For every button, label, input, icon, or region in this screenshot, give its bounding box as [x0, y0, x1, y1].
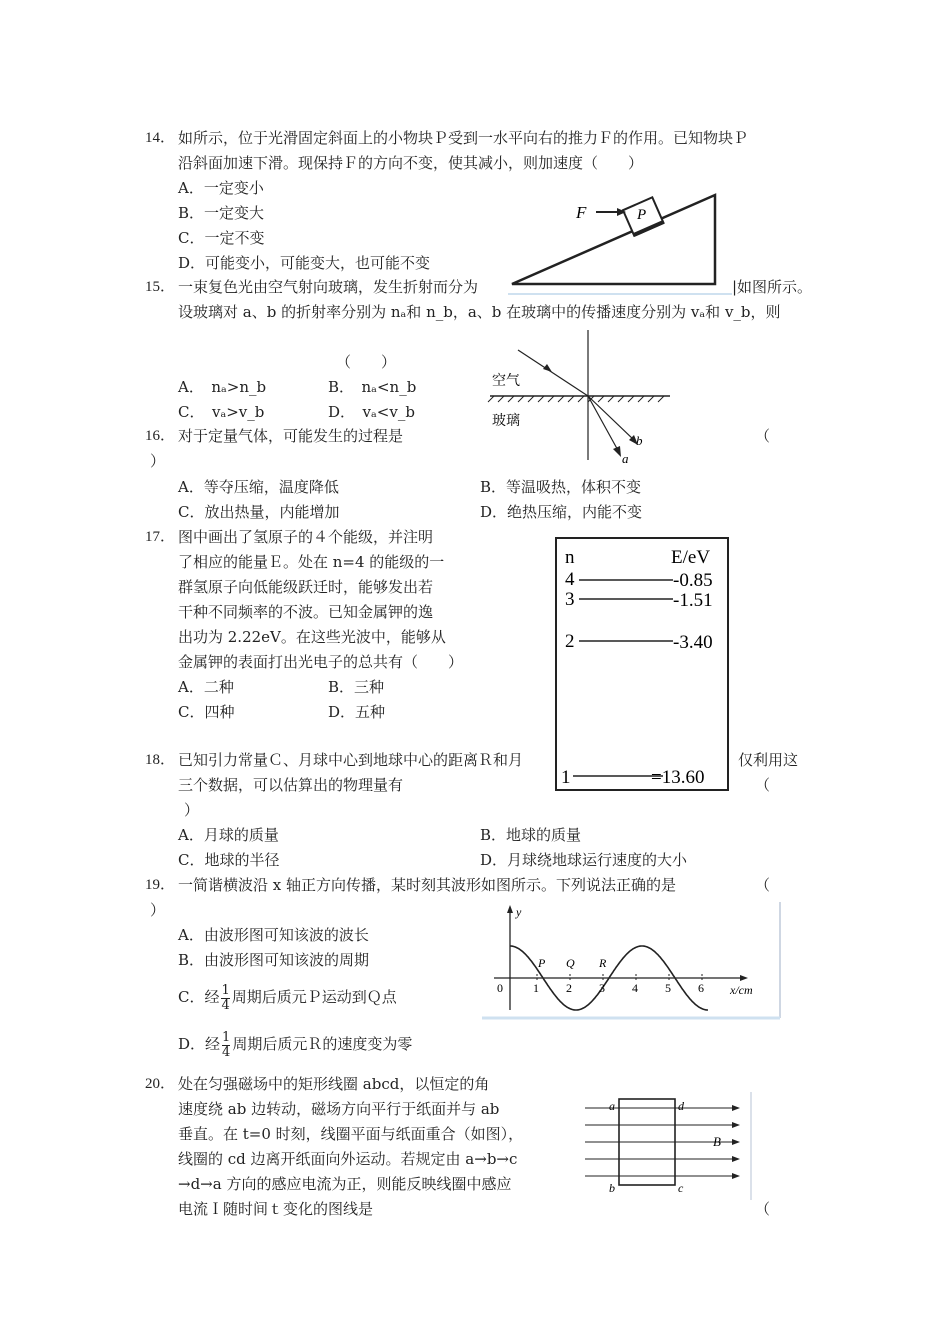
glass-label: 玻璃 [492, 414, 520, 429]
q15-option-b: B． nₐ<n_b [328, 378, 417, 396]
q15-option-d: D． vₐ<v_b [328, 403, 415, 421]
interface-hatching [488, 396, 664, 402]
ray-a-label: a [622, 451, 629, 466]
q17-option-d: D．五种 [328, 703, 386, 721]
q14-option-c: C．一定不变 [178, 229, 265, 247]
q18-stem-line1: 已知引力常量Ｃ、月球中心到地球中心的距离Ｒ和月 [178, 751, 524, 769]
q18-option-d: D．月球绕地球运行速度的大小 [480, 851, 688, 869]
q19-paren-close: ） [150, 901, 166, 919]
q14-stem-line1: 如所示，位于光滑固定斜面上的小物块Ｐ受到一水平向右的推力Ｆ的作用。已知物块Ｐ [178, 129, 749, 147]
q14-incline-figure [500, 190, 740, 300]
q17-option-a: A．二种 [178, 678, 234, 696]
tick-label-1: 1 [533, 981, 539, 995]
block-label: P [637, 207, 647, 223]
ray-a [588, 396, 620, 454]
n-header: n [565, 547, 575, 568]
q17-energy-level-figure [555, 537, 730, 792]
ray-b-label: b [636, 433, 643, 448]
q18-paren-close: ） [184, 801, 200, 819]
q16-option-b: B．等温吸热，体积不变 [480, 478, 642, 496]
q17-stem-line1: 图中画出了氢原子的４个能级，并注明 [178, 528, 434, 546]
corner-c: c [678, 1181, 684, 1195]
q20-stem-line5: →d→a 方向的感应电流为正，则能反映线圈中感应 [178, 1175, 512, 1193]
q15-option-c: C． vₐ>v_b [178, 403, 265, 421]
level-1-label: 1 [561, 767, 571, 788]
q15-stem-line1: 一束复色光由空气射向玻璃，发生折射而分为 [178, 278, 479, 296]
fraction-quarter [222, 1031, 230, 1060]
q14-option-d: D．可能变小，可能变大，也可能不变 [178, 254, 431, 272]
q20-stem-line6: 电流Ｉ随时间ｔ变化的图线是 [178, 1200, 374, 1218]
q15-stem-line2: 设玻璃对 a、b 的折射率分别为 nₐ和 n_b，a、b 在玻璃中的传播速度分别为 vₐ和 v_b，则 [178, 303, 781, 321]
q16-paren-open: （ [755, 427, 771, 445]
incident-arrowhead [543, 364, 552, 372]
q15-number: 15． [145, 279, 176, 295]
q20-number: 20． [145, 1076, 176, 1092]
q20-stem-line2: 速度绕 ab 边转动，磁场方向平行于纸面并与 ab [178, 1100, 500, 1118]
q16-stem: 对于定量气体，可能发生的过程是 [178, 427, 404, 445]
q19-option-c-post: 周期后质元Ｐ运动到Ｑ点 [231, 988, 397, 1006]
tick-label-5: 5 [665, 981, 671, 995]
q16-option-d: D．绝热压缩，内能不变 [480, 503, 643, 521]
q17-option-c: C．四种 [178, 703, 235, 721]
q20-stem-line1: 处在匀强磁场中的矩形线圈 abcd，以恒定的角 [178, 1075, 490, 1093]
origin-label: 0 [497, 981, 503, 995]
tick-label-4: 4 [632, 981, 638, 995]
q17-number: 17． [145, 529, 176, 545]
fraction-denominator: 4 [222, 1044, 231, 1060]
field-label: B [713, 1134, 721, 1149]
q20-paren-open: （ [755, 1200, 771, 1218]
q16-option-a: A．等夺压缩，温度降低 [178, 478, 339, 496]
q17-stem-line5: 出功为 2.22eV。在这些光波中，能够从 [178, 628, 446, 646]
level-4-n: 4 [565, 569, 575, 590]
incline-triangle [512, 195, 715, 284]
q17-stem-line3: 群氢原子向低能级跃迁时，能够发出若 [178, 578, 434, 596]
fraction-denominator: 4 [221, 997, 230, 1013]
q17-stem-line2: 了相应的能量Ｅ。处在 n=4 的能级的一 [178, 553, 445, 571]
fraction-quarter [221, 984, 229, 1013]
q15-refraction-figure [480, 330, 680, 465]
force-label: F [576, 203, 587, 222]
q17-stem-line6: 金属钾的表面打出光电子的总共有（ ） [178, 653, 464, 671]
fraction-numerator: 1 [222, 1029, 231, 1045]
point-p: P [538, 956, 546, 970]
q18-option-b: B．地球的质量 [480, 826, 582, 844]
q18-paren-open: （ [755, 776, 771, 794]
q14-number: 14． [145, 130, 176, 146]
level-3-energy: -1.51 [673, 590, 713, 611]
q20-stem-line4: 线圈的 cd 边离开纸面向外运动。若规定由 a→b→c [178, 1150, 518, 1168]
q19-paren-open: （ [755, 876, 771, 894]
q19-option-b: B．由波形图可知该波的周期 [178, 951, 370, 969]
q17-stem-line4: 干种不同频率的不波。已知金属钾的逸 [178, 603, 434, 621]
corner-d: d [678, 1099, 684, 1113]
q19-option-c-pre: C．经 [178, 988, 220, 1006]
q14-stem-line2: 沿斜面加速下滑。现保持Ｆ的方向不变，使其减小，则加速度（ ） [178, 154, 644, 172]
q19-wave-figure [482, 902, 782, 1022]
q19-option-d-pre: D．经 [178, 1035, 221, 1053]
q19-number: 19． [145, 877, 176, 893]
q18-option-a: A．月球的质量 [178, 826, 279, 844]
point-q: Q [566, 956, 575, 970]
level-1-energy: =13.60 [651, 767, 705, 788]
point-r: R [599, 956, 607, 970]
x-label: x/cm [730, 983, 753, 997]
y-label: y [516, 905, 522, 919]
ray-b [588, 396, 636, 442]
e-header: E/eV [671, 547, 711, 568]
incident-ray [518, 350, 588, 396]
corner-b: b [609, 1181, 615, 1195]
q18-stem-line1-tail: 仅利用这 [738, 751, 799, 769]
q17-option-b: B．三种 [328, 678, 385, 696]
level-4-energy: -0.85 [673, 570, 713, 591]
level-2-n: 2 [565, 631, 575, 652]
field-arrowheads [732, 1105, 740, 1179]
air-label: 空气 [492, 374, 520, 389]
q15-option-a: A． nₐ>n_b [178, 378, 267, 396]
q16-number: 16． [145, 428, 176, 444]
q19-option-d [178, 1026, 412, 1062]
q19-stem: 一简谐横波沿 x 轴正方向传播，某时刻其波形如图所示。下列说法正确的是 [178, 876, 676, 894]
q18-stem-line2: 三个数据，可以估算出的物理量有 [178, 776, 404, 794]
q15-stem-line1-tail: |如图所示。 [732, 278, 813, 296]
q19-option-a: A．由波形图可知该波的波长 [178, 926, 369, 944]
q18-option-c: C．地球的半径 [178, 851, 280, 869]
q16-paren-close: ） [150, 452, 166, 470]
tick-label-2: 2 [566, 981, 572, 995]
q14-option-a: A．一定变小 [178, 179, 264, 197]
level-2-energy: -3.40 [673, 632, 713, 653]
q20-stem-line3: 垂直。在 t=0 时刻，线圈平面与纸面重合（如图）， [178, 1125, 524, 1143]
corner-a: a [609, 1099, 615, 1113]
tick-label-3: 3 [599, 981, 605, 995]
level-3-n: 3 [565, 589, 575, 610]
tick-label-6: 6 [698, 981, 704, 995]
q19-option-d-post: 周期后质元Ｒ的速度变为零 [232, 1035, 413, 1053]
q19-option-c [178, 979, 397, 1015]
fraction-numerator: 1 [221, 982, 230, 998]
q20-coil-figure [585, 1092, 755, 1202]
q18-number: 18． [145, 752, 176, 768]
q15-answer-paren: （ ） [336, 353, 397, 371]
q16-option-c: C．放出热量，内能增加 [178, 503, 340, 521]
q14-option-b: B．一定变大 [178, 204, 265, 222]
